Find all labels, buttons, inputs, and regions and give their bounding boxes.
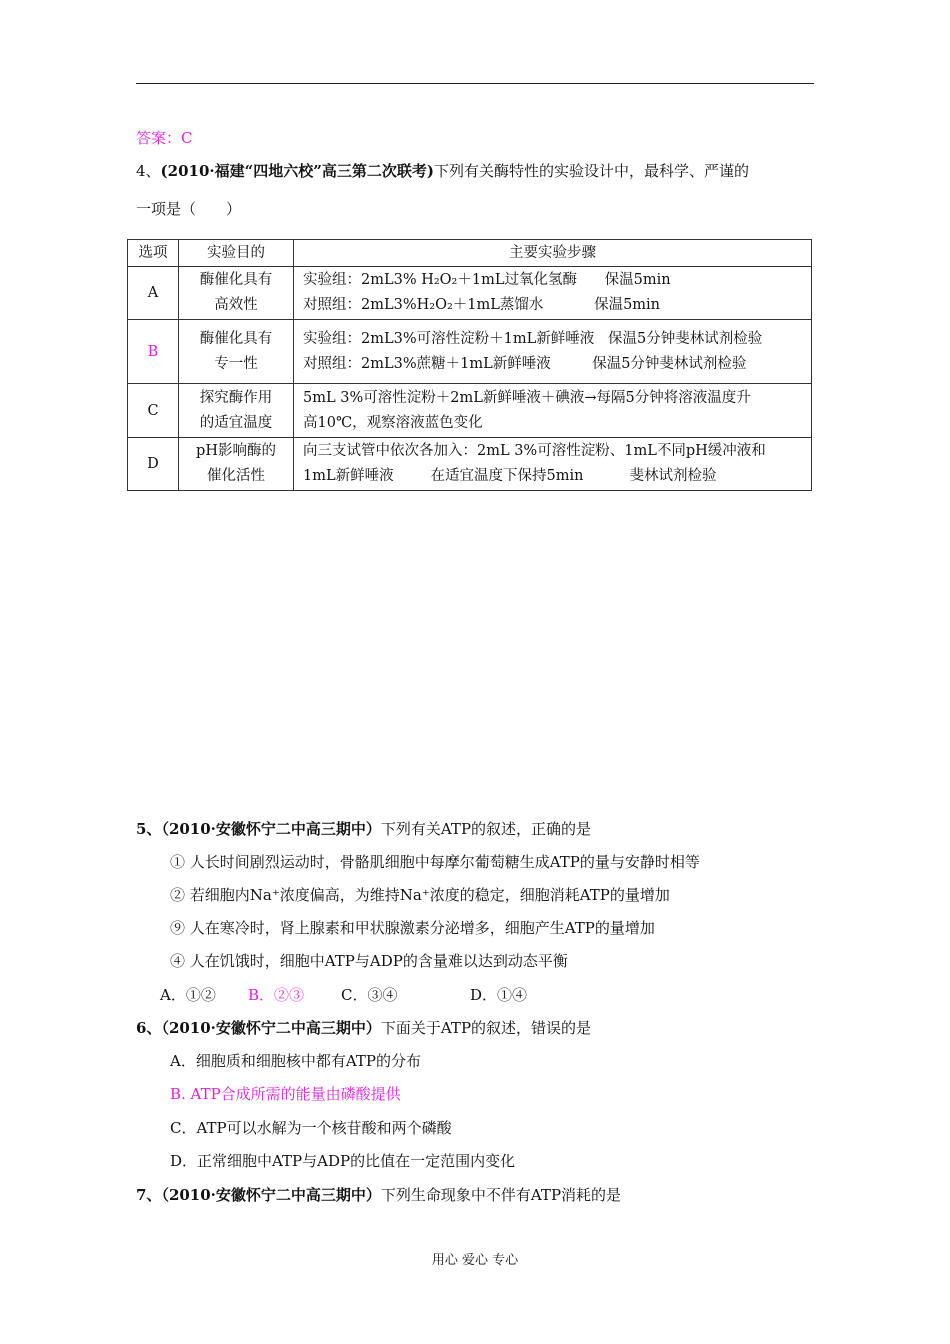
purpose-line: pH影响酶的	[196, 443, 276, 459]
step-line: 实验组：2mL3% H₂O₂＋1mL过氧化氢酶 保温5min	[303, 272, 671, 288]
purpose-line: 的适宜温度	[199, 414, 273, 431]
answer-option: C．③④	[341, 986, 398, 1004]
table-row	[128, 438, 812, 491]
question-text: 下面关于ATP的叙述，错误的是	[380, 1019, 592, 1037]
statement-item: ⑨ 人在寒冷时，肾上腺素和甲状腺激素分泌增多，细胞产生ATP的量增加	[170, 919, 655, 937]
row-purpose	[179, 384, 294, 438]
row-purpose	[179, 267, 294, 320]
question-number: 5、	[136, 820, 162, 838]
question-text: 下列生命现象中不伴有ATP消耗的是	[380, 1186, 622, 1204]
question-source: (2010·福建“四地六校”高三第二次联考)	[160, 162, 434, 180]
question-text: 下列有关酶特性的实验设计中，最科学、严谨的	[433, 162, 749, 180]
statement-item: ② 若细胞内Na⁺浓度偏高，为维持Na⁺浓度的稳定，细胞消耗ATP的量增加	[170, 886, 670, 904]
statement-item: ④ 人在饥饿时，细胞中ATP与ADP的含量难以达到动态平衡	[170, 952, 568, 970]
page-footer: 用心 爱心 专心	[431, 1253, 519, 1268]
question-number: 7、	[136, 1186, 162, 1204]
purpose-line: 高效性	[214, 297, 258, 313]
row-option: C	[128, 384, 179, 438]
question-number: 6、	[136, 1019, 162, 1037]
purpose-line: 酶催化具有	[199, 272, 273, 288]
purpose-line: 专一性	[214, 355, 258, 372]
purpose-line: 探究酶作用	[199, 389, 273, 406]
answer-option: A．①②	[160, 986, 216, 1004]
purpose-line: 酶催化具有	[199, 330, 273, 347]
question-4-stem	[136, 160, 749, 181]
table-row	[128, 384, 812, 438]
row-steps	[294, 267, 812, 320]
question-5-stem	[136, 818, 591, 839]
question-text: 下列有关ATP的叙述，正确的是	[380, 820, 592, 838]
question-source: （2010·安徽怀宁二中高三期中）	[161, 1186, 381, 1204]
row-steps	[294, 438, 812, 491]
step-line: 对照组：2mL3%H₂O₂＋1mL蒸馏水 保温5min	[303, 297, 661, 313]
answer-option: D．正常细胞中ATP与ADP的比值在一定范围内变化	[170, 1152, 516, 1170]
step-line: 对照组：2mL3%蔗糖＋1mL新鲜唾液 保温5分钟斐林试剂检验	[303, 355, 747, 372]
step-line: 1mL新鲜唾液 在适宜温度下保持5min 斐林试剂检验	[303, 468, 717, 484]
answer-option: D．①④	[470, 986, 528, 1004]
answer-label: 答案：C	[136, 129, 193, 147]
row-option: D	[128, 438, 179, 491]
step-line: 高10℃，观察溶液蓝色变化	[303, 414, 483, 431]
header-purpose: 实验目的	[179, 240, 294, 267]
table-row	[128, 267, 812, 320]
table-row	[128, 320, 812, 384]
question-source: （2010·安徽怀宁二中高三期中）	[161, 820, 381, 838]
experiment-table	[127, 239, 812, 491]
row-option: B	[128, 320, 179, 384]
step-line: 实验组：2mL3%可溶性淀粉＋1mL新鲜唾液 保温5分钟斐林试剂检验	[303, 330, 763, 347]
row-purpose	[179, 438, 294, 491]
table-header-row	[128, 240, 812, 267]
row-steps	[294, 384, 812, 438]
question-source: （2010·安徽怀宁二中高三期中）	[161, 1019, 381, 1037]
answer-option-correct: B．②③	[248, 986, 305, 1004]
header-rule	[136, 83, 814, 84]
row-steps	[294, 320, 812, 384]
header-steps: 主要实验步骤	[294, 240, 812, 267]
answer-option: C．ATP可以水解为一个核苷酸和两个磷酸	[170, 1119, 452, 1137]
step-line: 向三支试管中依次各加入：2mL 3%可溶性淀粉、1mL不同pH缓冲液和	[303, 443, 766, 459]
header-option: 选项	[128, 240, 179, 267]
purpose-line: 催化活性	[207, 468, 265, 484]
answer-option: A．细胞质和细胞核中都有ATP的分布	[170, 1052, 421, 1070]
question-4-stem-line2: 一项是（ ）	[136, 200, 242, 218]
answer-option-correct: B. ATP合成所需的能量由磷酸提供	[170, 1085, 401, 1103]
statement-item: ① 人长时间剧烈运动时，骨骼肌细胞中每摩尔葡萄糖生成ATP的量与安静时相等	[170, 853, 700, 871]
row-purpose	[179, 320, 294, 384]
question-7-stem	[136, 1184, 621, 1205]
step-line: 5mL 3%可溶性淀粉＋2mL新鲜唾液＋碘液→每隔5分钟将溶液温度升	[303, 389, 751, 406]
row-option: A	[128, 267, 179, 320]
question-number: 4、	[136, 162, 161, 180]
question-6-stem	[136, 1017, 591, 1038]
